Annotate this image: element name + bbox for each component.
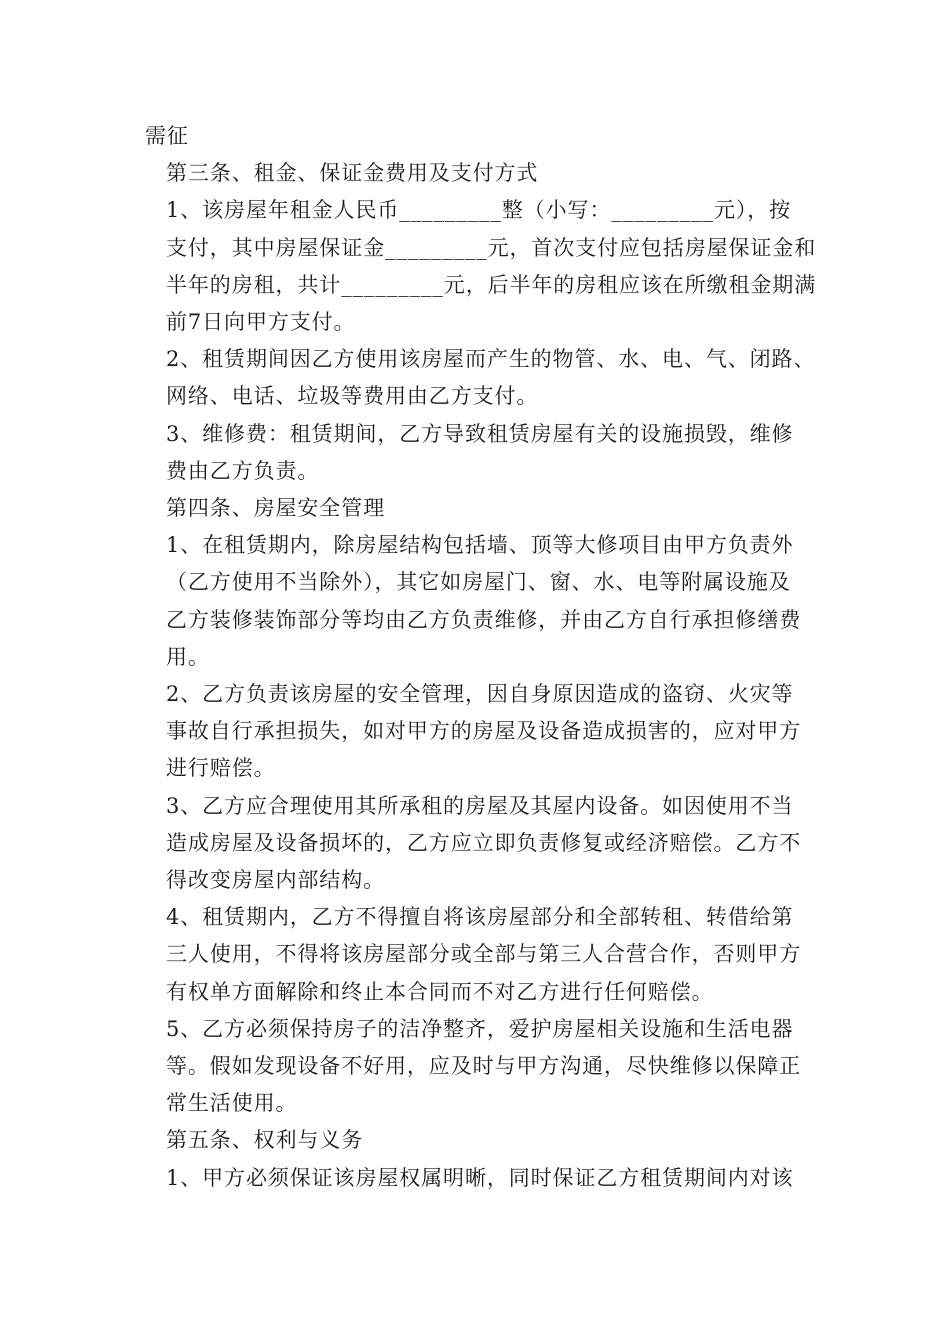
paragraph-article-3-item-1 [145,192,825,341]
paragraph-article-3-item-3 [145,416,825,490]
text-line: 等。假如发现设备不好用，应及时与甲方沟通，尽快维修以保障正 [166,1054,802,1079]
text-line: 造成房屋及设备损坏的，乙方应立即负责修复或经济赔偿。乙方不 [166,830,802,855]
paragraph-article-4-item-3 [145,788,825,900]
text-line: 乙方装修装饰部分等均由乙方负责维修，并由乙方自行承担修缮费 [166,607,802,632]
text-line: 4、租赁期内，乙方不得擅自将该房屋部分和全部转租、转借给第 [166,905,794,930]
text-line: 1、在租赁期内，除房屋结构包括墙、顶等大修项目由甲方负责外 [166,533,794,558]
paragraph-article-5-heading [145,1122,825,1159]
paragraph-article-4-item-4 [145,899,825,1011]
text-line: 第四条、房屋安全管理 [166,496,385,521]
text-line: 前7日向甲方支付。 [166,310,356,335]
text-line: 5、乙方必须保持房子的洁净整齐，爱护房屋相关设施和生活电器 [166,1016,794,1041]
text-line: 2、乙方负责该房屋的安全管理，因自身原因造成的盗窃、火灾等 [166,682,794,707]
text-line: 费由乙方负责。 [166,458,320,483]
text-line: 3、乙方应合理使用其所承租的房屋及其屋内设备。如因使用不当 [166,793,794,818]
paragraph-article-3-item-2 [145,341,825,415]
text-line: 1、该房屋年租金人民币_________整（小写：_________元），按 [166,198,792,223]
text-line: 半年的房租，共计_________元，后半年的房租应该在所缴租金期满 [166,272,817,297]
text-line: 需征 [145,124,189,148]
document-page [145,118,825,1197]
text-line: 第五条、权利与义务 [166,1128,364,1153]
text-line: （乙方使用不当除外），其它如房屋门、窗、水、电等附属设施及 [166,570,791,595]
text-line: 进行赔偿。 [166,756,276,781]
paragraph-article-4-item-1 [145,527,825,676]
text-line: 支付，其中房屋保证金_________元，首次支付应包括房屋保证金和 [166,235,817,260]
paragraph-article-4-item-2 [145,676,825,788]
paragraph-article-4-heading [145,490,825,527]
text-line: 事故自行承担损失，如对甲方的房屋及设备造成损害的，应对甲方 [166,719,802,744]
text-line: 2、租赁期间因乙方使用该房屋而产生的物管、水、电、气、闭路、 [166,347,816,372]
text-line: 第三条、租金、保证金费用及支付方式 [166,161,539,186]
text-line: 得改变房屋内部结构。 [166,868,385,893]
text-line: 三人使用，不得将该房屋部分或全部与第三人合营合作，否则甲方 [166,942,802,967]
text-line: 用。 [166,644,210,669]
paragraph-article-3-heading [145,155,825,192]
paragraph-carry-over [145,118,825,155]
text-line: 常生活使用。 [166,1091,298,1116]
text-line: 1、甲方必须保证该房屋权属明晰，同时保证乙方租赁期间内对该 [166,1165,794,1190]
text-line: 3、维修费：租赁期间，乙方导致租赁房屋有关的设施损毁，维修 [166,421,794,446]
text-line: 有权单方面解除和终止本合同而不对乙方进行任何赔偿。 [166,979,714,1004]
paragraph-article-4-item-5 [145,1011,825,1123]
paragraph-article-5-item-1 [145,1160,825,1197]
text-line: 网络、电话、垃圾等费用由乙方支付。 [166,384,539,409]
